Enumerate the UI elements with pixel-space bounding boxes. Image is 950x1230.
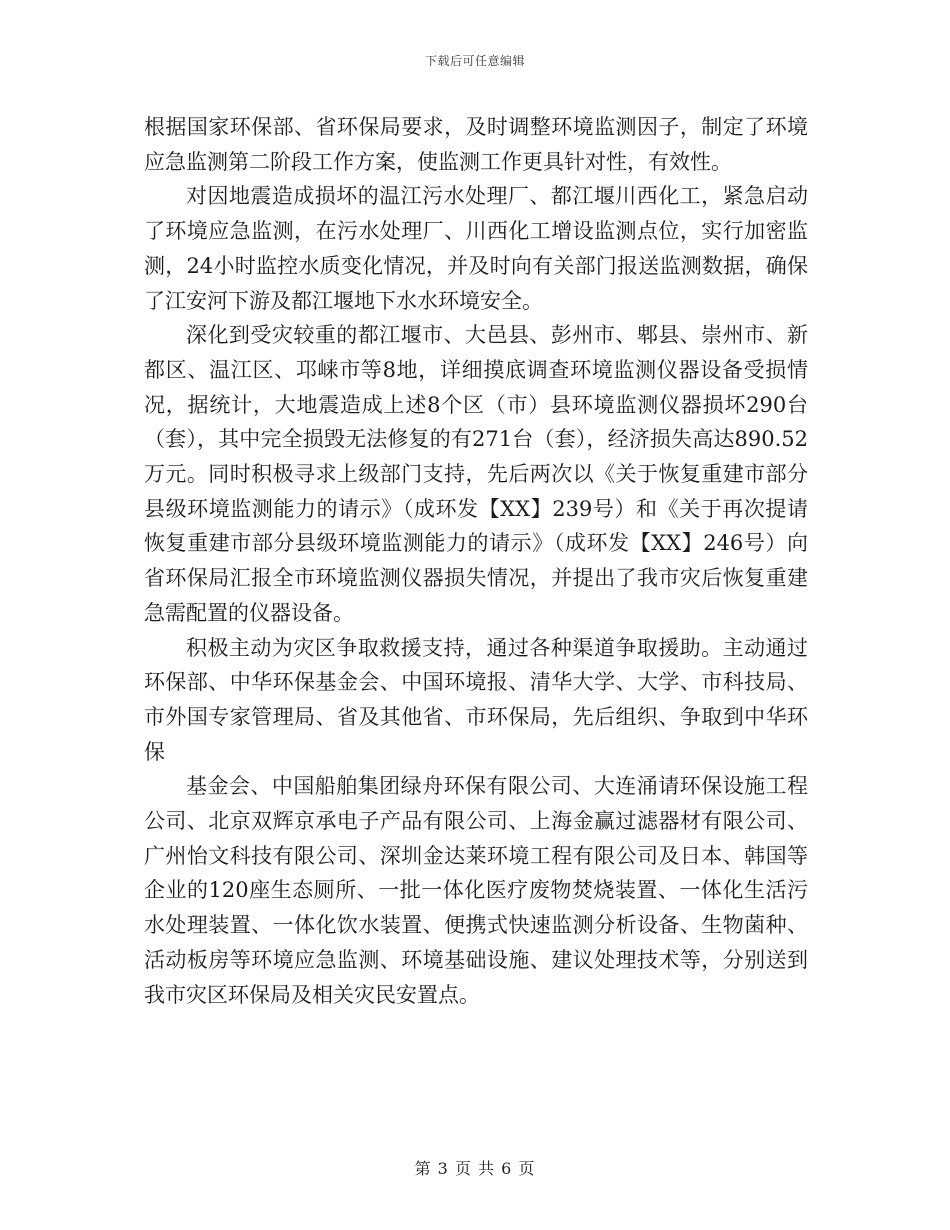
paragraph-1: 根据国家环保部、省环保局要求，及时调整环境监测因子，制定了环境应急监测第二阶段工作方案，使监测工作更具针对性，有效性。	[144, 115, 808, 174]
document-body	[144, 110, 808, 1012]
page-number: 第 3 页 共 6 页	[414, 1159, 536, 1178]
paragraph-2: 对因地震造成损坏的温江污水处理厂、都江堰川西化工，紧急启动了环境应急监测，在污水处理厂、川西化工增设监测点位，实行加密监测，24小时监控水质变化情况，并及时向有关部门报送监测数据，确保了江安河下游及都江堰地下水水环境安全。	[144, 184, 808, 313]
paragraph-4: 积极主动为灾区争取救援支持，通过各种渠道争取援助。主动通过环保部、中华环保基金会、中国环境报、清华大学、大学、市科技局、市外国专家管理局、省及其他省、市环保局，先后组织、争取到中华环保	[144, 635, 808, 764]
paragraph-5: 基金会、中国船舶集团绿舟环保有限公司、大连涌请环保设施工程公司、北京双辉京承电子产品有限公司、上海金赢过滤器材有限公司、广州怡文科技有限公司、深圳金达莱环境工程有限公司及日本、韩国等企业的120座生态厕所、一批一体化医疗废物焚烧装置、一体化生活污水处理装置、一体化饮水装置、便携式快速监测分析设备、生物菌种、活动板房等环境应急监测、环境基础设施、建议处理技术等，分别送到我市灾区环保局及相关灾民安置点。	[144, 774, 808, 1007]
paragraph-3: 深化到受灾较重的都江堰市、大邑县、彭州市、郫县、崇州市、新都区、温江区、邛崃市等8地，详细摸底调查环境监测仪器设备受损情况，据统计，大地震造成上述8个区（市）县环境监测仪器损坏290台（套），其中完全损毁无法修复的有271台（套），经济损失高达890.52万元。同时积极寻求上级部门支持，先后两次以《关于恢复重建市部分县级环境监测能力的请示》（成环发【XX】239号）和《关于再次提请恢复重建市部分县级环境监测能力的请示》（成环发【XX】246号）向省环保局汇报全市环境监测仪器损失情况，并提出了我市灾后恢复重建急需配置的仪器设备。	[144, 323, 808, 625]
page-header: 下载后可任意编辑	[424, 54, 525, 68]
